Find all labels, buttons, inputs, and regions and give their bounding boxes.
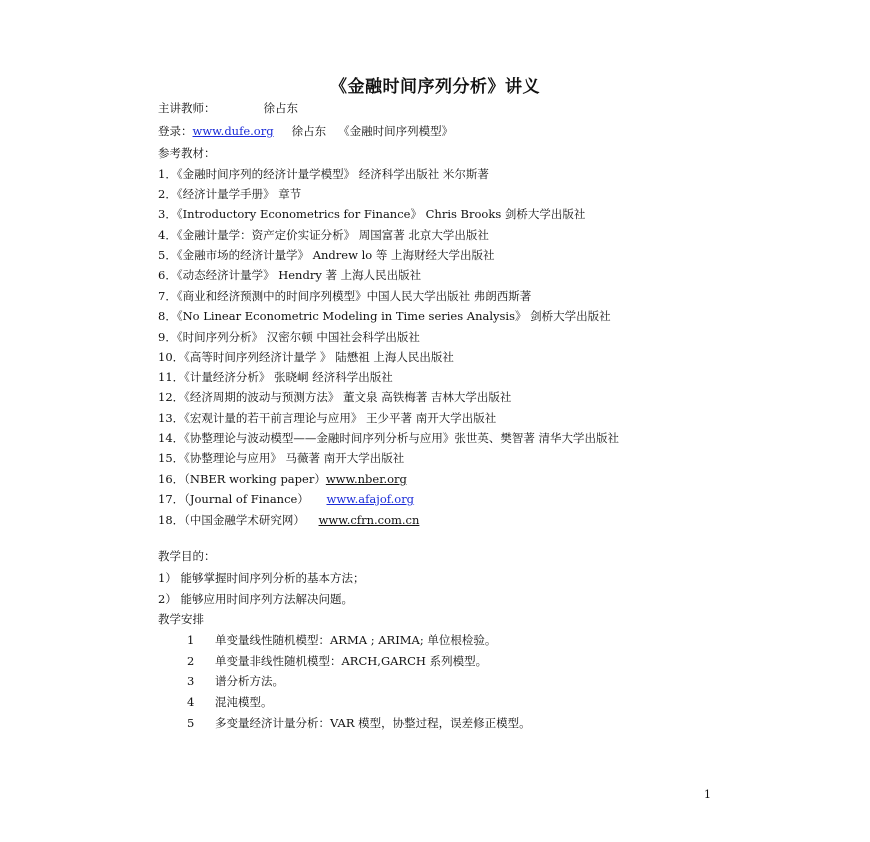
goal-item: 2） 能够应用时间序列方法解决问题。 [158, 592, 353, 606]
reference-item: 7．《商业和经济预测中的时间序列模型》中国人民大学出版社 弗朗西斯著 [158, 289, 532, 303]
reference-item: 6．《动态经济计量学》 Hendry 著 上海人民出版社 [158, 268, 422, 282]
schedule-text: 多变量经济计量分析：VAR 模型，协整过程，误差修正模型。 [215, 716, 531, 730]
schedule-item [187, 674, 284, 688]
reference-item: 8．《No Linear Econometric Modeling in Time series Analysis》 剑桥大学出版社 [158, 309, 611, 323]
page-number: 1 [704, 788, 711, 801]
reference-item: 13．《宏观计量的若干前言理论与应用》 王少平著 南开大学出版社 [158, 411, 497, 425]
website-item [158, 472, 407, 486]
schedule-item [187, 654, 487, 668]
schedule-text: 谱分析方法。 [215, 674, 284, 688]
reference-item: 4．《金融计量学：资产定价实证分析》 周国富著 北京大学出版社 [158, 228, 489, 242]
schedule-num: 5 [187, 716, 195, 730]
reference-item: 10．《高等时间序列经济计量学 》 陆懋祖 上海人民出版社 [158, 350, 454, 364]
instructor-label: 主讲教师： [158, 101, 216, 115]
document-title: 《金融时间序列分析》讲义 [330, 77, 540, 97]
schedule-num: 3 [187, 674, 195, 688]
instructor-line [158, 101, 298, 115]
website-item [158, 492, 414, 506]
schedule-text: 单变量线性随机模型：ARMA ; ARIMA; 单位根检验。 [215, 633, 497, 647]
schedule-num: 2 [187, 654, 195, 668]
schedule-heading: 教学安排 [158, 612, 204, 626]
schedule-item [187, 716, 531, 730]
schedule-item [187, 695, 273, 709]
website-item [158, 513, 419, 527]
goals-heading: 教学目的： [158, 549, 216, 563]
login-course: 《金融时间序列模型》 [338, 124, 454, 138]
reference-item: 9．《时间序列分析》 汉密尔顿 中国社会科学出版社 [158, 330, 420, 344]
goal-item: 1） 能够掌握时间序列分析的基本方法； [158, 571, 365, 585]
reference-item: 5．《金融市场的经济计量学》 Andrew lo 等 上海财经大学出版社 [158, 248, 495, 262]
reference-item: 1．《金融时间序列的经济计量学模型》 经济科学出版社 米尔斯著 [158, 167, 489, 181]
website-link[interactable]: www.nber.org [325, 472, 407, 486]
website-prefix: 17．（Journal of Finance） [158, 492, 313, 506]
references-heading: 参考教材： [158, 146, 216, 160]
login-name: 徐占东 [291, 124, 327, 138]
reference-item: 14．《协整理论与波动模型——金融时间序列分析与应用》张世英、樊智著 清华大学出版社 [158, 431, 620, 445]
schedule-text: 混沌模型。 [215, 695, 273, 709]
schedule-item [187, 633, 496, 647]
website-link[interactable]: www.afajof.org [326, 492, 415, 506]
reference-item: 12．《经济周期的波动与预测方法》 董文泉 高铁梅著 吉林大学出版社 [158, 390, 512, 404]
reference-item: 11．《计量经济分析》 张晓峒 经济科学出版社 [158, 370, 393, 384]
login-prefix: 登录： [158, 124, 193, 138]
schedule-text: 单变量非线性随机模型：ARCH,GARCH 系列模型。 [215, 654, 488, 668]
reference-item: 3．《Introductory Econometrics for Finance》 Chris Brooks 剑桥大学出版社 [158, 207, 586, 221]
reference-item: 15．《协整理论与应用》 马薇著 南开大学出版社 [158, 451, 405, 465]
schedule-num: 1 [187, 633, 195, 647]
login-line [158, 124, 453, 138]
login-link[interactable]: www.dufe.org [192, 124, 274, 138]
schedule-num: 4 [187, 695, 195, 709]
reference-item: 2．《经济计量学手册》 章节 [158, 187, 302, 201]
website-prefix: 16．（NBER working paper） [158, 472, 326, 486]
website-prefix: 18．（中国金融学术研究网） [158, 513, 309, 527]
instructor-name: 徐占东 [263, 101, 298, 115]
website-link[interactable]: www.cfrn.com.cn [318, 513, 420, 527]
